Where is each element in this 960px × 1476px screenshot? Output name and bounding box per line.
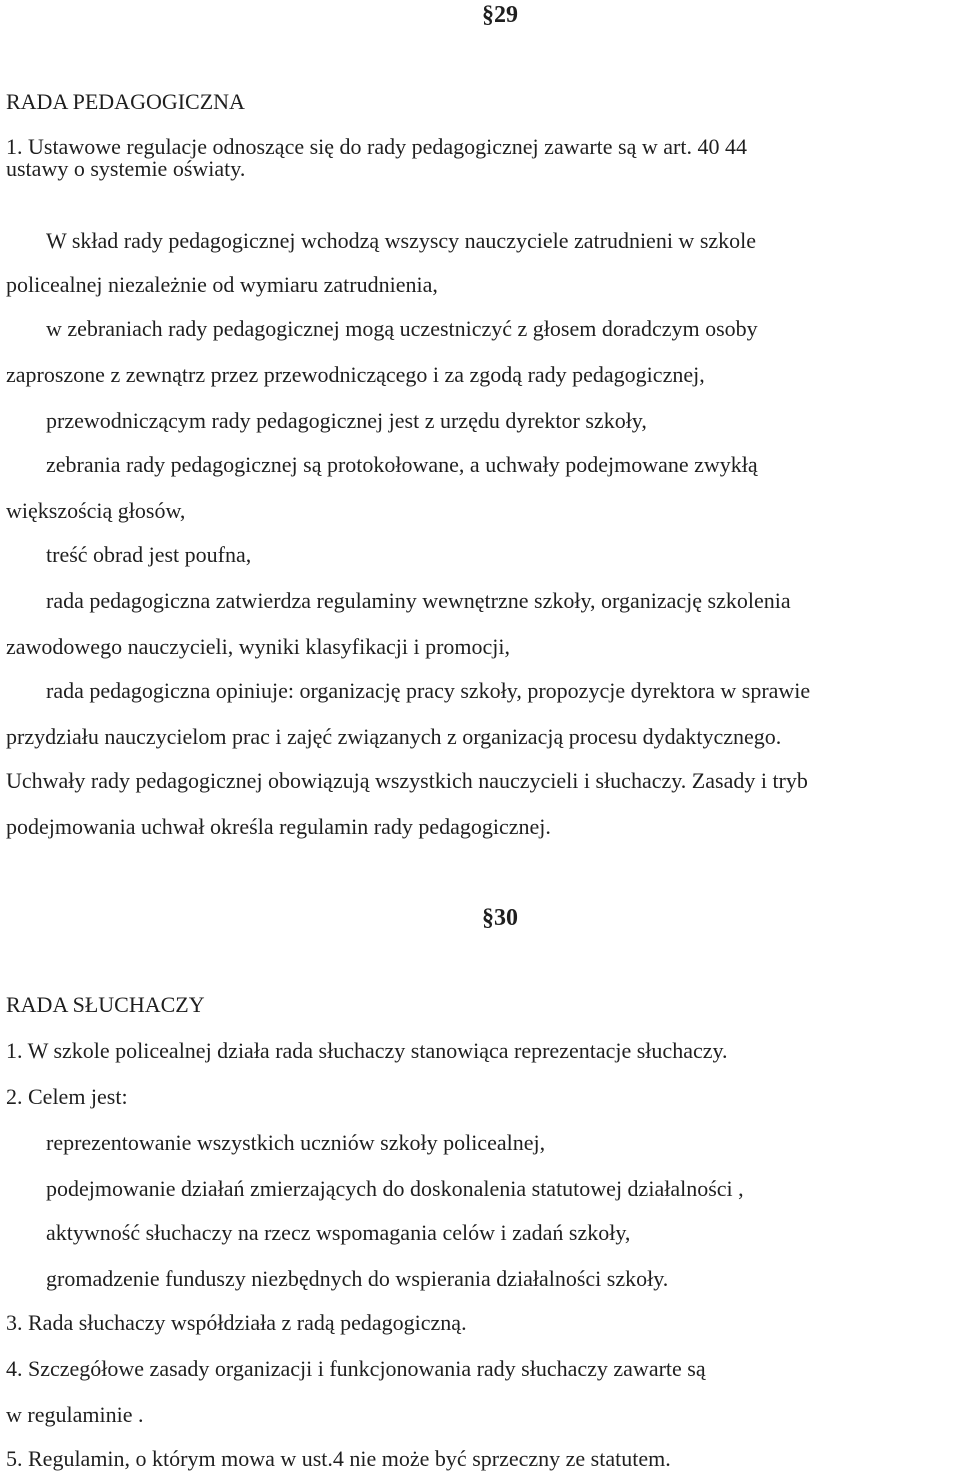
text-line: 5. Regulamin, o którym mowa w ust.4 nie może być sprzeczny ze statutem. [6,1446,671,1471]
section-29-heading: RADA PEDAGOGICZNA [6,89,245,114]
section-30-heading: RADA SŁUCHACZY [6,992,205,1017]
text-line: treść obrad jest poufna, [46,542,252,567]
text-line: podejmowanie działań zmierzających do doskonalenia statutowej działalności , [46,1176,744,1201]
text-line: W skład rady pedagogicznej wchodzą wszyscy nauczyciele zatrudnieni w szkole [46,228,757,253]
text-line: 3. Rada słuchaczy współdziała z radą pedagogiczną. [6,1310,467,1335]
text-line: policealnej niezależnie od wymiaru zatrudnienia, [6,272,438,297]
text-line: podejmowania uchwał określa regulamin rady pedagogicznej. [6,814,551,839]
text-line: reprezentowanie wszystkich uczniów szkoły policealnej, [46,1130,546,1155]
text-line: rada pedagogiczna zatwierdza regulaminy wewnętrzne szkoły, organizację szkolenia [46,588,791,613]
text-line: gromadzenie funduszy niezbędnych do wspierania działalności szkoły. [46,1266,669,1291]
text-line: większością głosów, [6,498,186,523]
text-line: zaproszone z zewnątrz przez przewodniczącego i za zgodą rady pedagogicznej, [6,362,705,387]
text-line: 1. Ustawowe regulacje odnoszące się do rady pedagogicznej zawarte są w art. 40 44 [6,134,747,159]
text-line: aktywność słuchaczy na rzecz wspomagania celów i zadań szkoły, [46,1220,631,1245]
text-line: 2. Celem jest: [6,1084,128,1109]
text-line: w regulaminie . [6,1402,144,1427]
text-line: 1. W szkole policealnej działa rada słuchaczy stanowiąca reprezentacje słuchaczy. [6,1038,728,1063]
text-line: w zebraniach rady pedagogicznej mogą uczestniczyć z głosem doradczym osoby [46,316,758,341]
text-line: rada pedagogiczna opiniuje: organizację pracy szkoły, propozycje dyrektora w sprawie [46,678,811,703]
text-line: Uchwały rady pedagogicznej obowiązują wszystkich nauczycieli i słuchaczy. Zasady i tryb [6,768,808,793]
text-line: przydziału nauczycielom prac i zajęć związanych z organizacją procesu dydaktycznego. [6,724,782,749]
section-30-number: §30 [482,905,518,931]
text-line: zawodowego nauczycieli, wyniki klasyfikacji i promocji, [6,634,511,659]
text-line: 4. Szczegółowe zasady organizacji i funkcjonowania rady słuchaczy zawarte są [6,1356,706,1381]
section-29-number: §29 [482,2,518,28]
text-line: przewodniczącym rady pedagogicznej jest z urzędu dyrektor szkoły, [46,408,647,433]
text-line: zebrania rady pedagogicznej są protokołowane, a uchwały podejmowane zwykłą [46,452,758,477]
text-line: ustawy o systemie oświaty. [6,156,246,181]
